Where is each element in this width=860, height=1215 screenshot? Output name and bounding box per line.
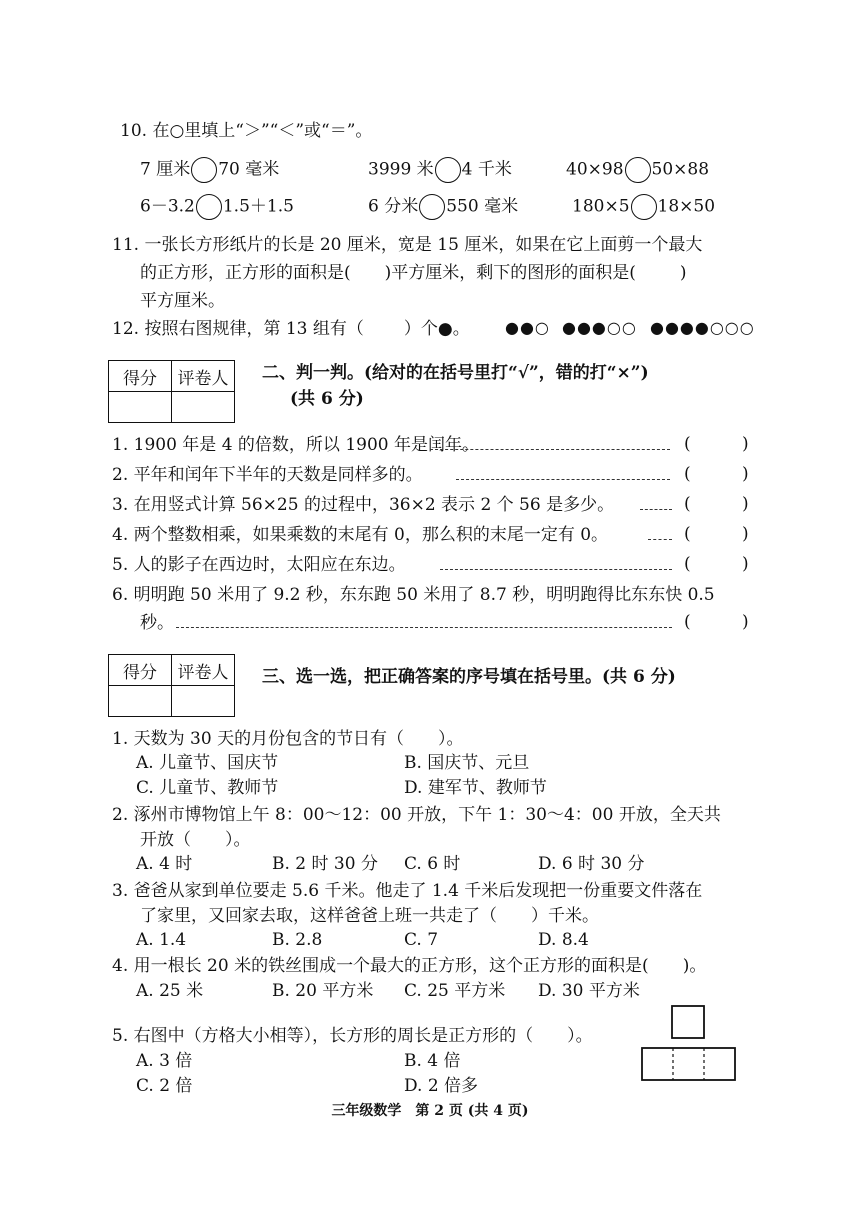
- choice-q4-a[interactable]: A. 25 米: [136, 981, 204, 1001]
- rectangle-shape: [642, 1048, 735, 1080]
- dotted-leader: [456, 479, 670, 480]
- answer-paren-close: ): [742, 554, 749, 574]
- choice-q3-a[interactable]: A. 1.4: [136, 930, 187, 950]
- choice-q2-c[interactable]: C. 6 时: [404, 854, 461, 874]
- choice-q3-d[interactable]: D. 8.4: [538, 930, 589, 950]
- section3-title: 三、选一选，把正确答案的序号填在括号里。(共 6 分): [262, 667, 676, 687]
- compare-circle[interactable]: [435, 157, 461, 183]
- grader-label: 评卷人: [172, 361, 235, 392]
- page-footer: 三年级数学 第 2 页 (共 4 页): [331, 1103, 529, 1119]
- compare-circle[interactable]: [631, 194, 657, 220]
- score-cell[interactable]: [109, 686, 172, 717]
- compare-circle[interactable]: [191, 157, 217, 183]
- q10-compare-4: 6－3.2 1.5＋1.5: [140, 194, 294, 220]
- choice-q3-stem-cont: 了家里，又回家去取，这样爸爸上班一共走了（ ）千米。: [140, 906, 599, 926]
- choice-q2-d[interactable]: D. 6 时 30 分: [538, 854, 645, 874]
- judge-item-2: 2. 平年和闰年下半年的天数是同样多的。: [112, 465, 423, 485]
- answer-paren-close: ): [742, 612, 749, 632]
- choice-q4-stem: 4. 用一根长 20 米的铁丝围成一个最大的正方形，这个正方形的面积是( )。: [112, 956, 707, 976]
- square-rectangle-figure: [638, 1004, 738, 1084]
- q10-compare-2: 3999 米 4 千米: [368, 157, 512, 183]
- answer-paren-open[interactable]: (: [684, 524, 691, 544]
- q11-line2: 的正方形，正方形的面积是( )平方厘米，剩下的图形的面积是( ): [140, 263, 687, 283]
- q10-compare-6: 180×5 18×50: [572, 194, 715, 220]
- q10-compare-1: 7 厘米 70 毫米: [140, 157, 279, 183]
- choice-q4-b[interactable]: B. 20 平方米: [272, 981, 374, 1001]
- q10-compare-3: 40×98 50×88: [566, 157, 709, 183]
- answer-paren-close: ): [742, 464, 749, 484]
- grader-cell[interactable]: [172, 686, 235, 717]
- compare-circle[interactable]: [625, 157, 651, 183]
- q12-pattern-2: ●●●○○: [562, 318, 637, 337]
- dotted-leader: [440, 569, 672, 570]
- choice-q2-b[interactable]: B. 2 时 30 分: [272, 854, 378, 874]
- answer-paren-close: ): [742, 494, 749, 514]
- choice-q3-b[interactable]: B. 2.8: [272, 930, 323, 950]
- choice-q1-d[interactable]: D. 建军节、教师节: [404, 778, 547, 798]
- choice-q5-a[interactable]: A. 3 倍: [136, 1051, 193, 1071]
- answer-paren-open[interactable]: (: [684, 464, 691, 484]
- grader-cell[interactable]: [172, 392, 235, 423]
- answer-paren-open[interactable]: (: [684, 434, 691, 454]
- choice-q1-stem: 1. 天数为 30 天的月份包含的节日有（ ）。: [112, 729, 464, 749]
- choice-q4-d[interactable]: D. 30 平方米: [538, 981, 640, 1001]
- score-box-section3: [108, 654, 235, 717]
- dotted-leader: [648, 539, 672, 540]
- score-label: 得分: [109, 655, 172, 686]
- dotted-leader: [176, 627, 672, 628]
- compare-circle[interactable]: [196, 194, 222, 220]
- choice-q4-c[interactable]: C. 25 平方米: [404, 981, 506, 1001]
- judge-item-3: 3. 在用竖式计算 56×25 的过程中，36×2 表示 2 个 56 是多少。: [112, 495, 615, 515]
- judge-item-1: 1. 1900 年是 4 的倍数，所以 1900 年是闰年。: [112, 435, 479, 455]
- choice-q5-stem: 5. 右图中（方格大小相等），长方形的周长是正方形的（ ）。: [112, 1026, 593, 1046]
- choice-q3-c[interactable]: C. 7: [404, 930, 439, 950]
- section2-subtitle: (共 6 分): [290, 389, 364, 409]
- q12-question: 12. 按照右图规律，第 13 组有（ ）个●。: [112, 319, 470, 339]
- score-box-section2: [108, 360, 235, 423]
- answer-paren-open[interactable]: (: [684, 612, 691, 632]
- q11-line3: 平方厘米。: [140, 291, 225, 311]
- judge-item-6: 6. 明明跑 50 米用了 9.2 秒，东东跑 50 米用了 8.7 秒，明明跑得比东东快 0.5: [112, 585, 715, 605]
- choice-q2-stem: 2. 涿州市博物馆上午 8：00～12：00 开放，下午 1：30～4：00 开放，全天共: [112, 805, 721, 825]
- answer-paren-open[interactable]: (: [684, 494, 691, 514]
- answer-paren-open[interactable]: (: [684, 554, 691, 574]
- answer-paren-close: ): [742, 524, 749, 544]
- judge-item-4: 4. 两个整数相乘，如果乘数的末尾有 0，那么积的末尾一定有 0。: [112, 525, 609, 545]
- compare-circle[interactable]: [419, 194, 445, 220]
- answer-paren-close: ): [742, 434, 749, 454]
- q11-line1: 11. 一张长方形纸片的长是 20 厘米，宽是 15 厘米，如果在它上面剪一个最大: [112, 235, 703, 255]
- choice-q2-a[interactable]: A. 4 时: [136, 854, 193, 874]
- section2-title: 二、判一判。(给对的在括号里打“√”，错的打“×”): [262, 363, 649, 383]
- choice-q1-a[interactable]: A. 儿童节、国庆节: [136, 753, 279, 773]
- q10-title: 10. 在○里填上“＞”“＜”或“＝”。: [120, 121, 373, 141]
- choice-q5-d[interactable]: D. 2 倍多: [404, 1076, 479, 1096]
- dotted-leader: [430, 449, 670, 450]
- choice-q1-c[interactable]: C. 儿童节、教师节: [136, 778, 279, 798]
- choice-q5-b[interactable]: B. 4 倍: [404, 1051, 461, 1071]
- choice-q5-c[interactable]: C. 2 倍: [136, 1076, 193, 1096]
- square-shape: [672, 1006, 704, 1038]
- judge-item-5: 5. 人的影子在西边时，太阳应在东边。: [112, 555, 406, 575]
- dotted-leader: [640, 509, 672, 510]
- judge-item-6-cont: 秒。: [140, 613, 174, 633]
- choice-q1-b[interactable]: B. 国庆节、元旦: [404, 753, 530, 773]
- choice-q3-stem: 3. 爸爸从家到单位要走 5.6 千米。他走了 1.4 千米后发现把一份重要文件落在: [112, 881, 703, 901]
- q10-compare-5: 6 分米 550 毫米: [368, 194, 518, 220]
- score-cell[interactable]: [109, 392, 172, 423]
- score-label: 得分: [109, 361, 172, 392]
- grader-label: 评卷人: [172, 655, 235, 686]
- q12-pattern-1: ●●○: [505, 318, 550, 337]
- choice-q2-stem-cont: 开放（ ）。: [140, 830, 251, 850]
- q12-pattern-3: ●●●●○○○: [650, 318, 755, 337]
